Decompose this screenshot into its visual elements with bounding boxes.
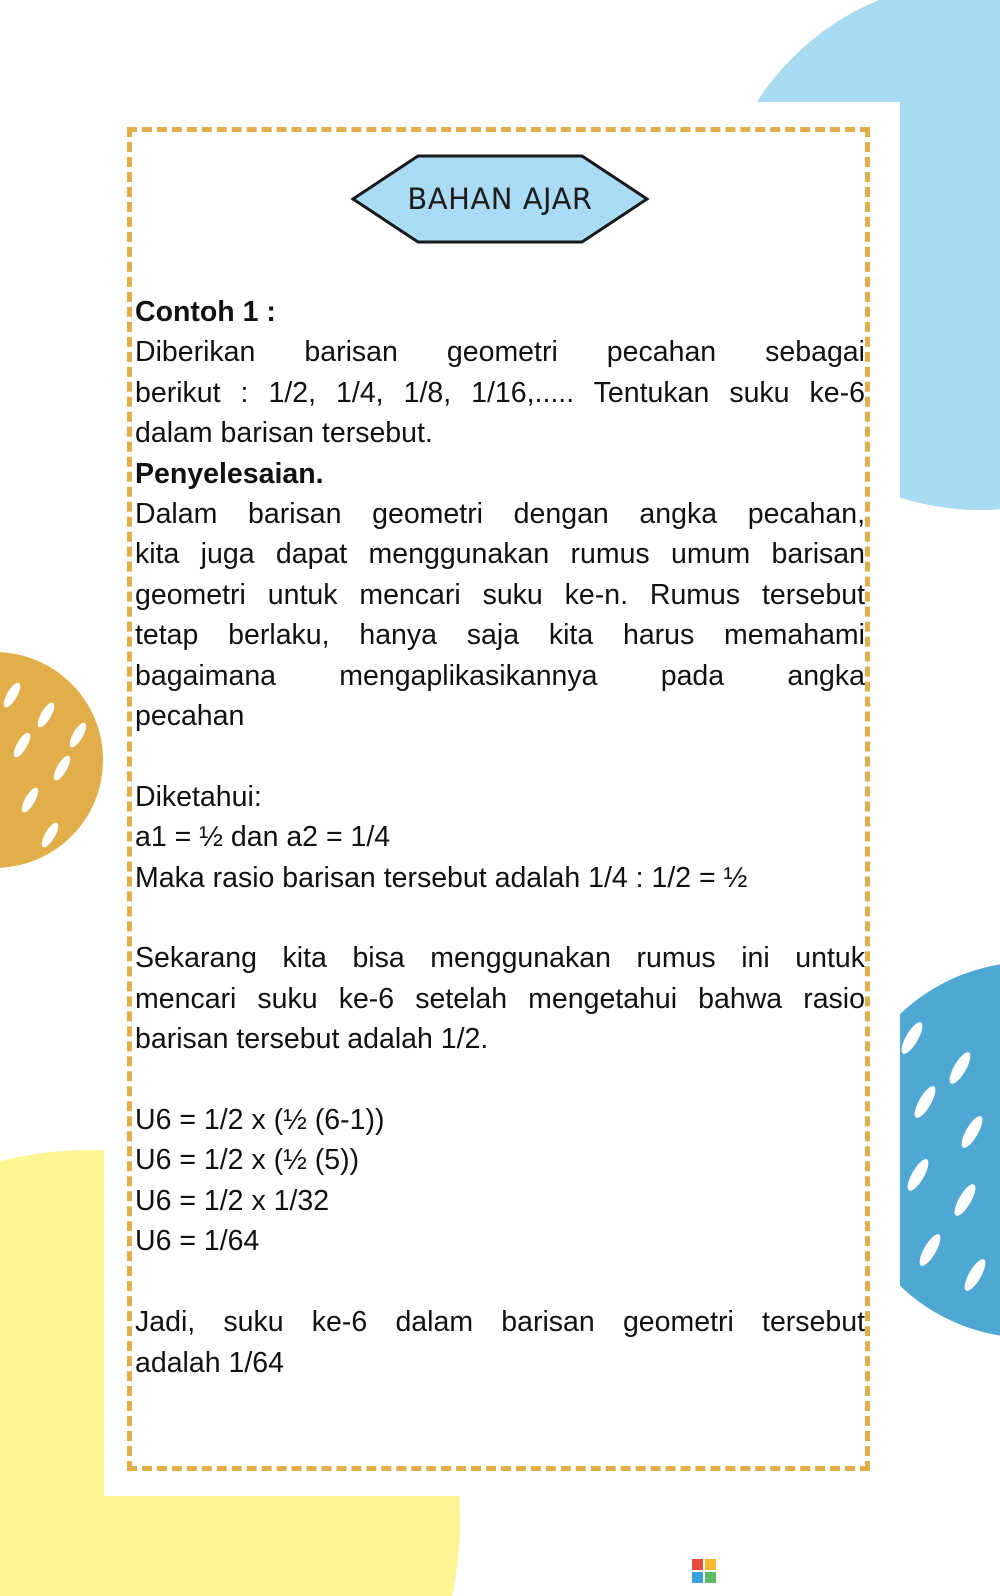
conclusion-line: adalah 1/64 <box>135 1346 284 1379</box>
calculation-step: U6 = 1/64 <box>135 1225 260 1258</box>
page-title: BAHAN AJAR <box>407 182 593 216</box>
method-line: barisan tersebut adalah 1/2. <box>135 1023 489 1056</box>
intro-line: Dalam barisan geometri dengan angka pecahan, <box>135 498 865 531</box>
liveworksheets-logo-icon <box>692 1559 716 1583</box>
intro-line: tetap berlaku, hanya saja kita harus memahami <box>135 619 865 652</box>
question-line: Diberikan barisan geometri pecahan sebagai <box>135 336 865 369</box>
calculation-step: U6 = 1/2 x (½ (5)) <box>135 1144 360 1177</box>
liveworksheets-logo[interactable] <box>692 1554 987 1588</box>
calculation-step: U6 = 1/2 x (½ (6-1)) <box>135 1104 385 1137</box>
spacer <box>135 898 865 938</box>
intro-line: kita juga dapat menggunakan rumus umum barisan <box>135 538 865 571</box>
brand-name: LIVEWORKSHEETS <box>720 1555 988 1586</box>
calculation-step: U6 = 1/2 x 1/32 <box>135 1184 330 1217</box>
spacer <box>135 1262 865 1302</box>
intro-line: pecahan <box>135 700 245 733</box>
example-heading: Contoh 1 : <box>135 296 276 328</box>
spacer <box>135 1060 865 1100</box>
known-label: Diketahui: <box>135 780 262 813</box>
method-line: mencari suku ke-6 setelah mengetahui bahwa rasio <box>135 982 865 1015</box>
spacer <box>135 736 865 776</box>
ratio-statement: Maka rasio barisan tersebut adalah 1/4 : 1/2 = ½ <box>135 861 748 894</box>
conclusion-line: Jadi, suku ke-6 dalam barisan geometri tersebut <box>135 1306 865 1339</box>
question-line: berikut : 1/2, 1/4, 1/8, 1/16,..... Tentukan suku ke-6 <box>135 376 865 409</box>
method-line: Sekarang kita bisa menggunakan rumus ini untuk <box>135 942 865 975</box>
title-badge <box>350 153 650 245</box>
question-line: dalam barisan tersebut. <box>135 417 433 450</box>
solution-heading: Penyelesaian. <box>135 457 324 490</box>
intro-line: bagaimana mengaplikasikannya pada angka <box>135 659 865 692</box>
lesson-content <box>135 292 865 1383</box>
intro-line: geometri untuk mencari suku ke-n. Rumus tersebut <box>135 578 865 611</box>
known-values: a1 = ½ dan a2 = 1/4 <box>135 821 391 854</box>
